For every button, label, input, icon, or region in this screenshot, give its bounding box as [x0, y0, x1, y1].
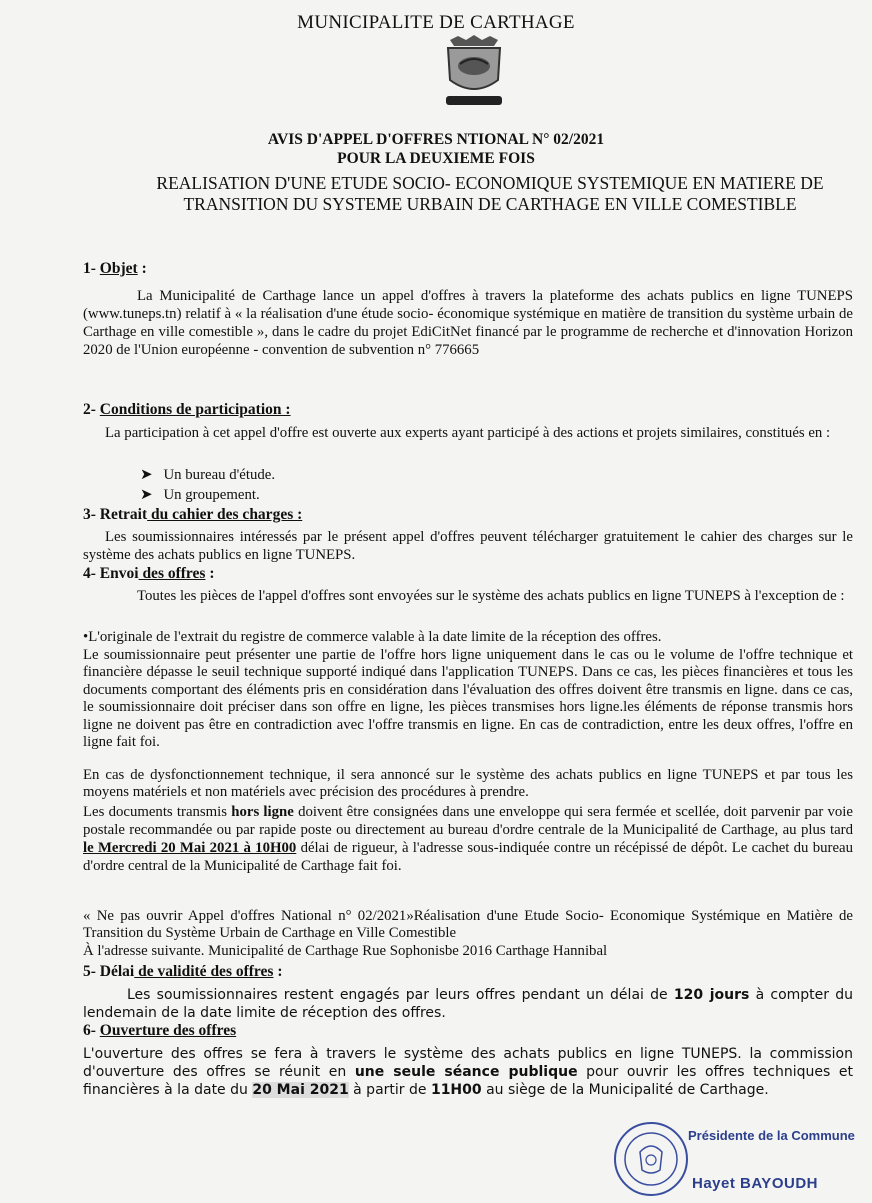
section-6-text: L'ouverture des offres se fera à travers le système des achats publics en ligne TUNEPS. la commission d'ouverture des offres se réunit en une seule séance publique pour ouvrir les offres techniques et financières à la date du 20 Mai 2021 à partir de 11H00 au siège de la Municipalité de Carthage.: [83, 1046, 853, 1098]
section-6-heading: 6- Ouverture des offres: [83, 1022, 237, 1039]
section-3-heading: 3- Retrait du cahier des charges :: [83, 506, 303, 523]
section-4-bullet: •L'originale de l'extrait du registre de commerce valable à la date limite de la réception des offres.: [83, 629, 662, 645]
section-2-heading: 2- Conditions de participation :: [83, 401, 291, 418]
signatory-role: Présidente de la Commune: [688, 1128, 855, 1143]
section-4-para-1: Le soumissionnaire peut présenter une partie de l'offre hors ligne uniquement dans le cas ou le volume de l'offre technique et financière dépasse le seuil technique supporté indiqué dans l'application TUNEPS. Dans ce cas, les pièces financières et tous les documents comportant des éléments pris en considération dans l'évaluation des offres doivent être transmis en ligne. dans ce cas, le soumissionnaire doit préciser dans son offre en ligne, les pièces transmises hors ligne.les éléments de réponse transmis hors ligne ne doivent pas être en contradiction avec l'offre transmis en ligne. En cas de contradiction, entre les deux offres, l'offre en ligne fait foi.: [83, 647, 853, 751]
official-stamp: [612, 1120, 690, 1198]
section-4-heading: 4- Envoi des offres :: [83, 565, 215, 582]
logo-caption: [455, 98, 525, 108]
municipality-header: MUNICIPALITE DE CARTHAGE: [297, 12, 575, 33]
section-4-para-4: « Ne pas ouvrir Appel d'offres National n° 02/2021»Réalisation d'une Etude Socio- Economique Systémique en Matière de Transition du Système Urbain de Carthage en Ville Comestible: [83, 908, 853, 942]
tender-title: AVIS D'APPEL D'OFFRES NTIONAL N° 02/2021: [267, 131, 605, 148]
list-item: ➤ Un bureau d'étude.: [140, 467, 276, 483]
signatory-name: Hayet BAYOUDH: [692, 1175, 818, 1192]
tender-subtitle: POUR LA DEUXIEME FOIS: [337, 150, 535, 167]
tender-object-title: REALISATION D'UNE ETUDE SOCIO- ECONOMIQUE SYSTEMIQUE EN MATIERE DE TRANSITION DU SYSTEME URBAIN DE CARTHAGE EN VILLE COMESTIBLE: [156, 173, 824, 214]
section-4-para-2: En cas de dysfonctionnement technique, il sera annoncé sur le système des achats publics en ligne TUNEPS et par tous les moyens matériels et non matériels avec précision des procédures à prendre.: [83, 767, 853, 801]
section-5-heading: 5- Délai de validité des offres :: [83, 963, 283, 980]
section-5-text: Les soumissionnaires restent engagés par leurs offres pendant un délai de 120 jours à compter du lendemain de la date limite de réception des offres.: [83, 987, 854, 1021]
section-4-address: À l'adresse suivante. Municipalité de Carthage Rue Sophonisbe 2016 Carthage Hannibal: [83, 943, 608, 959]
section-4-intro: Toutes les pièces de l'appel d'offres sont envoyées sur le système des achats publics en ligne TUNEPS à l'exception de :: [137, 588, 845, 604]
section-1-text: La Municipalité de Carthage lance un appel d'offres à travers la plateforme des achats publics en ligne TUNEPS (www.tuneps.tn) relatif à « la réalisation d'une étude socio- économique systémique en matière de transition du système urbain de Carthage en ville comestible », dans le cadre du projet EdiCitNet financé par le programme de recherche et d'innovation Horizon 2020 de l'Union européenne - convention de subvention n° 776665: [83, 288, 853, 358]
section-4-para-3: Les documents transmis hors ligne doivent être consignées dans une enveloppe qui sera fermée et scellée, doit parvenir par voie postale recommandée ou par rapide poste ou directement au bureau d'ordre centrale de la Municipalité de Carthage, au plus tard le Mercredi 20 Mai 2021 à 10H00 délai de rigueur, à l'adresse sous-indiquée contre un récépissé de dépôt. Le cachet du bureau d'ordre central de la Municipalité de Carthage fait foi.: [83, 804, 853, 874]
section-1-heading: 1- Objet :: [83, 260, 147, 277]
section-3-text: Les soumissionnaires intéressés par le présent appel d'offres peuvent télécharger gratuitement le cahier des charges sur le système des achats publics en ligne TUNEPS.: [83, 529, 853, 563]
section-2-text: La participation à cet appel d'offre est ouverte aux experts ayant participé à des actions et projets similaires, constitués en :: [105, 425, 831, 441]
list-item: ➤ Un groupement.: [140, 487, 260, 503]
